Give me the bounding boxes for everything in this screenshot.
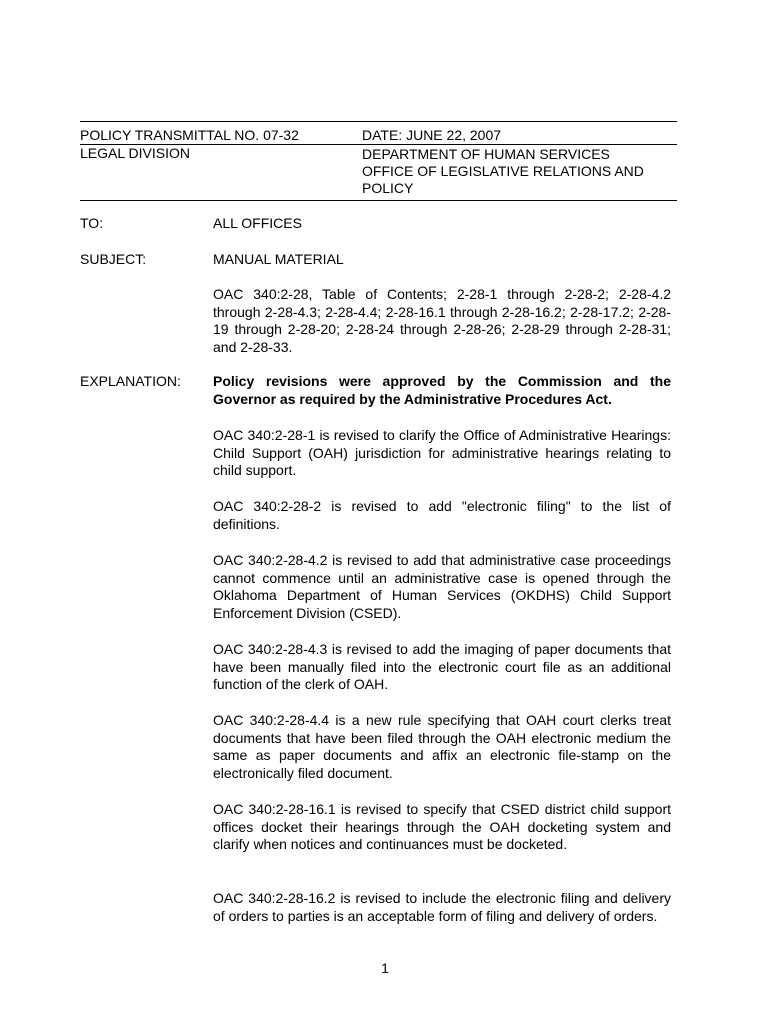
explanation-paragraph: OAC 340:2-28-4.2 is revised to add that administrative case proceedings cannot commence until an administrative case is opened through the Oklahoma Department of Human Services (OKDHS) Child Support Enforcement Division (CSED).	[213, 552, 671, 621]
header-right	[362, 126, 677, 197]
explanation-paragraph-container	[213, 427, 671, 480]
explanation-body	[213, 373, 671, 408]
explanation-paragraph-container	[213, 498, 671, 533]
explanation-paragraph: OAC 340:2-28-16.2 is revised to include the electronic filing and delivery of orders to parties is an acceptable form of filing and delivery of orders.	[213, 890, 671, 924]
office-line-2: POLICY	[362, 180, 414, 196]
department-name: DEPARTMENT OF HUMAN SERVICES	[362, 146, 610, 162]
explanation-label: EXPLANATION:	[80, 373, 181, 389]
subject-detail	[213, 286, 671, 356]
header-row	[80, 126, 677, 197]
subject-label: SUBJECT:	[80, 251, 147, 267]
explanation-intro: Policy revisions were approved by the Commission and the Governor as required by the Administrative Procedures Act.	[213, 373, 671, 407]
explanation-paragraph: OAC 340:2-28-2 is revised to add "electronic filing" to the list of definitions.	[213, 498, 671, 532]
subject-value: MANUAL MATERIAL	[213, 251, 344, 267]
to-label: TO:	[80, 215, 104, 231]
explanation-paragraph-container	[213, 641, 671, 694]
explanation-paragraph: OAC 340:2-28-4.3 is revised to add the imaging of paper documents that have been manually filed into the electronic court file as an additional function of the clerk of OAH.	[213, 641, 671, 692]
transmittal-number: POLICY TRANSMITTAL NO. 07-32	[80, 127, 299, 143]
explanation-paragraph: OAC 340:2-28-1 is revised to clarify the Office of Administrative Hearings: Child Support (OAH) jurisdiction for administrative hearings relating to child support.	[213, 427, 671, 478]
explanation-paragraph: OAC 340:2-28-16.1 is revised to specify that CSED district child support offices docket their hearings through the OAH docketing system and clarify when notices and continuances must be docketed.	[213, 801, 671, 852]
explanation-paragraph-container	[213, 712, 671, 782]
subject-detail-text: OAC 340:2-28, Table of Contents; 2-28-1 through 2-28-2; 2-28-4.2 through 2-28-4.3; 2-28-4.4; 2-28-16.1 through 2-28-16.2; 2-28-17.2; 2-28-19 through 2-28-20; 2-28-24 through 2-28-26; 2-28-29 through 2-28-31; and 2-28-33.	[213, 286, 671, 355]
page-number: 1	[381, 960, 389, 976]
transmittal-date: DATE: JUNE 22, 2007	[80, 126, 677, 145]
to-value: ALL OFFICES	[213, 215, 302, 231]
explanation-paragraph: OAC 340:2-28-4.4 is a new rule specifying that OAH court clerks treat documents that have been filed through the OAH electronic medium the same as paper documents and affix an electronic file-stamp on the electronically filed document.	[213, 712, 671, 781]
explanation-paragraph-container	[213, 801, 671, 854]
transmittal-header	[80, 121, 677, 201]
explanation-paragraph-container	[213, 552, 671, 622]
office-line-1: OFFICE OF LEGISLATIVE RELATIONS AND	[362, 163, 644, 179]
explanation-paragraph-container	[213, 890, 671, 925]
division-name: LEGAL DIVISION	[80, 145, 190, 161]
